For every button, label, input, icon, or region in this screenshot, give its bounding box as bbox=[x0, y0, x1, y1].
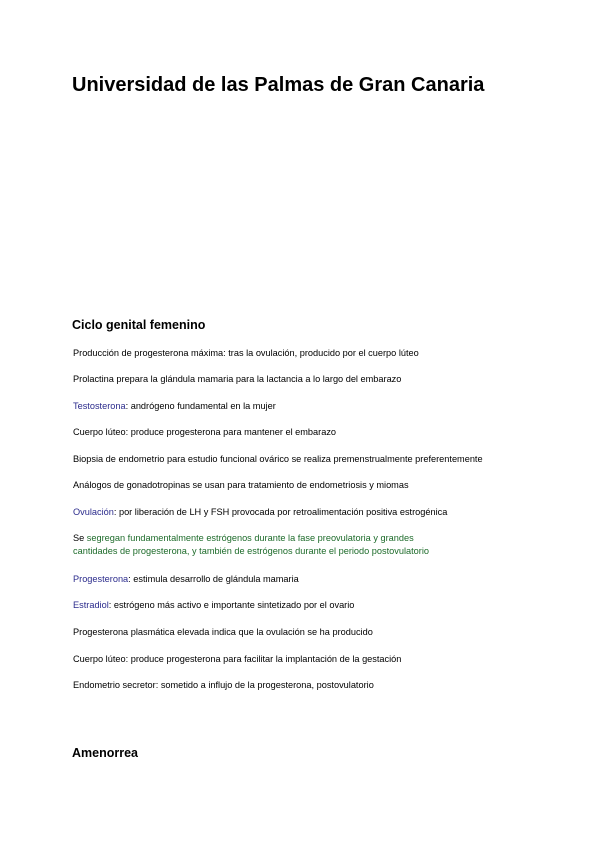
term-progesterona: Progesterona bbox=[73, 574, 129, 584]
item-lead: Se bbox=[73, 533, 87, 543]
list-item bbox=[73, 426, 336, 439]
page-title: Universidad de las Palmas de Gran Canaria bbox=[72, 74, 485, 96]
list-item bbox=[73, 347, 419, 360]
list-item bbox=[73, 400, 276, 413]
item-text: : estrógeno más activo e importante sintetizado por el ovario bbox=[108, 600, 355, 610]
list-item bbox=[73, 506, 447, 519]
section-heading-ciclo-genital-femenino: Ciclo genital femenino bbox=[72, 318, 206, 332]
list-item bbox=[73, 373, 401, 386]
list-item bbox=[73, 626, 373, 639]
item-text: Cuerpo lúteo: produce progesterona para facilitar la implantación de la gestación bbox=[73, 654, 402, 664]
section-heading-amenorrea: Amenorrea bbox=[72, 746, 138, 760]
list-item bbox=[73, 653, 401, 666]
item-text: Prolactina prepara la glándula mamaria para la lactancia a lo largo del embarazo bbox=[73, 374, 402, 384]
list-item bbox=[73, 479, 409, 492]
item-text: : estimula desarrollo de glándula mamaria bbox=[128, 574, 299, 584]
item-text: Biopsia de endometrio para estudio funcional ovárico se realiza premenstrualmente preferentemente bbox=[73, 454, 483, 464]
item-text: : por liberación de LH y FSH provocada por retroalimentación positiva estrogénica bbox=[113, 507, 448, 517]
list-item bbox=[73, 573, 299, 586]
item-text: Cuerpo lúteo: produce progesterona para mantener el embarazo bbox=[73, 427, 337, 437]
term-ovulacion: Ovulación bbox=[73, 507, 114, 517]
list-item bbox=[73, 679, 374, 692]
term-estradiol: Estradiol bbox=[73, 600, 109, 610]
item-text-green-line1: segregan fundamentalmente estrógenos durante la fase preovulatoria y grandes bbox=[86, 533, 414, 543]
list-item bbox=[73, 453, 483, 466]
item-text: Endometrio secretor: sometido a influjo de la progesterona, postovulatorio bbox=[73, 680, 374, 690]
item-text: Producción de progesterona máxima: tras la ovulación, producido por el cuerpo lúteo bbox=[73, 348, 419, 358]
list-item bbox=[73, 532, 429, 558]
item-text: Análogos de gonadotropinas se usan para tratamiento de endometriosis y miomas bbox=[73, 480, 409, 490]
item-text: : andrógeno fundamental en la mujer bbox=[125, 401, 276, 411]
item-text: Progesterona plasmática elevada indica que la ovulación se ha producido bbox=[73, 627, 373, 637]
list-item bbox=[73, 599, 354, 612]
term-testosterona: Testosterona bbox=[73, 401, 126, 411]
item-text-green-line2: cantidades de progesterona, y también de estrógenos durante el periodo postovulatorio bbox=[73, 546, 429, 556]
